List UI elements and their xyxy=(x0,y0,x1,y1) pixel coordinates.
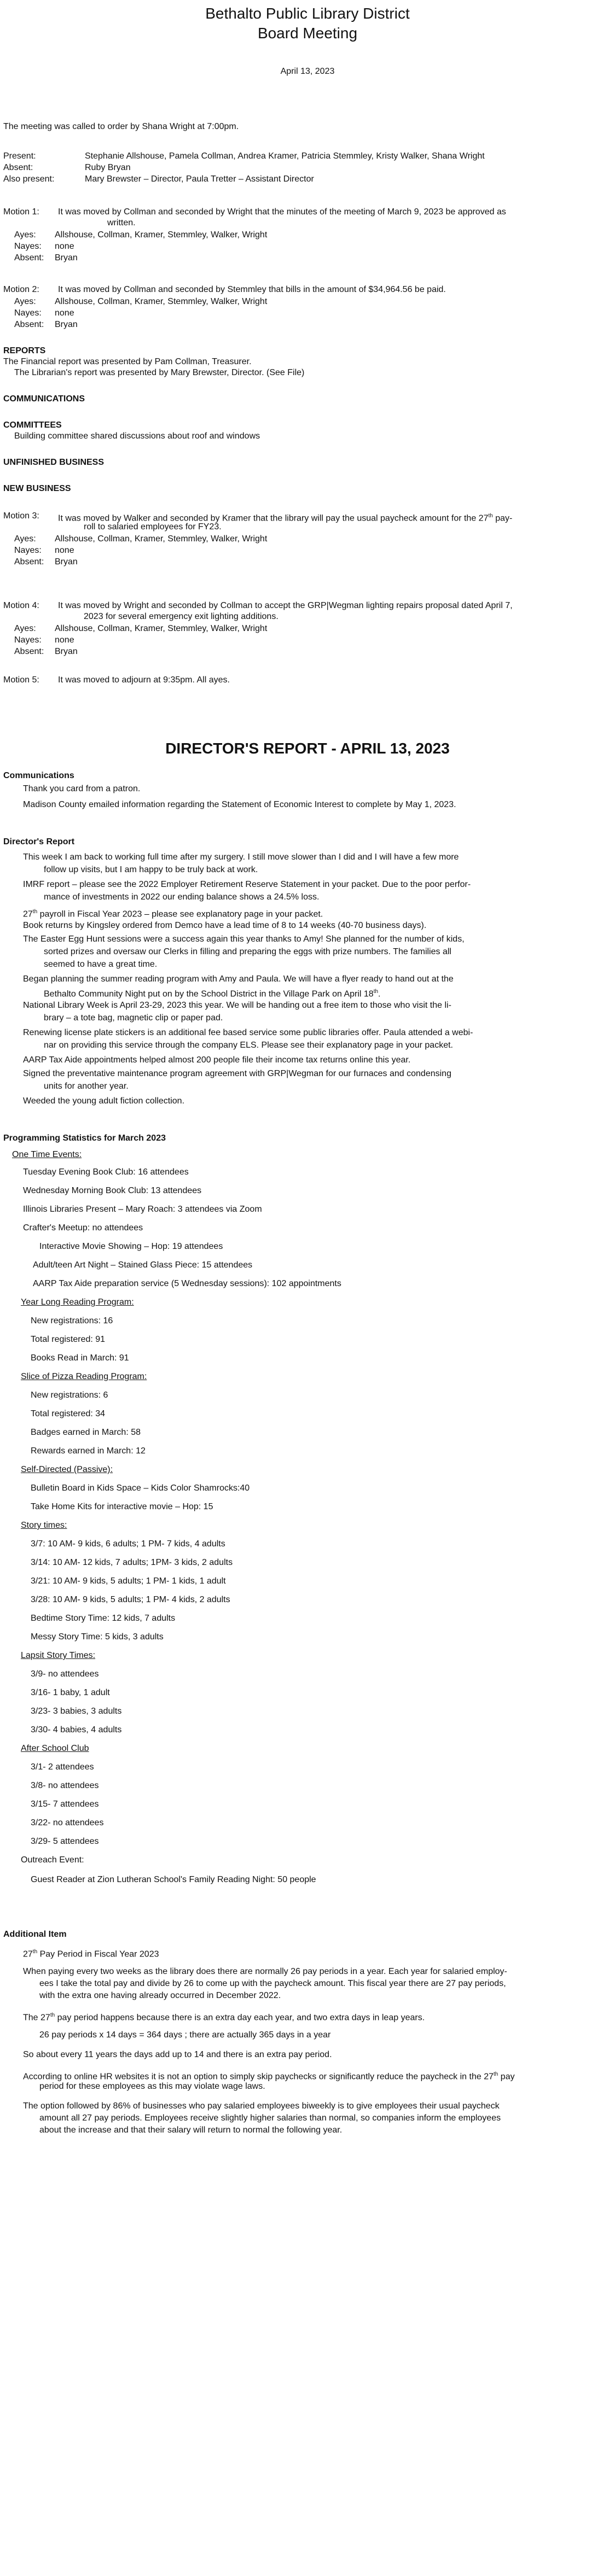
pizza-heading: Slice of Pizza Reading Program: xyxy=(21,1372,147,1381)
dr-report-heading: Director's Report xyxy=(3,837,75,846)
dr-item-4: Book returns by Kingsley ordered from Demco have a lead time of 8 to 14 weeks (40-70 business days). xyxy=(23,921,427,930)
motion-4-ayes-label: Ayes: xyxy=(14,624,36,633)
reports-librarian: The Librarian's report was presented by Mary Brewster, Director. (See File) xyxy=(14,368,305,377)
dr-item-1-cont: follow up visits, but I am happy to be truly back at work. xyxy=(44,865,258,874)
after-school-item: 3/8- no attendees xyxy=(31,1781,99,1790)
year-long-item: New registrations: 16 xyxy=(31,1316,113,1325)
motion-1-absent-label: Absent: xyxy=(14,253,44,262)
dr-comm-2: Madison County emailed information regarding the Statement of Economic Interest to complete by May 1, 2023. xyxy=(23,800,456,809)
motion-1-text: It was moved by Collman and seconded by Wright that the minutes of the meeting of March 9, 2023 be approved as xyxy=(58,207,506,217)
outreach-item: Guest Reader at Zion Lutheran School's Family Reading Night: 50 people xyxy=(31,1875,316,1884)
new-business-heading: NEW BUSINESS xyxy=(3,484,71,493)
self-directed-item: Bulletin Board in Kids Space – Kids Color Shamrocks:40 xyxy=(31,1483,250,1493)
one-time-item: Illinois Libraries Present – Mary Roach: 3 attendees via Zoom xyxy=(23,1205,262,1214)
one-time-item: AARP Tax Aide preparation service (5 Wednesday sessions): 102 appointments xyxy=(33,1279,341,1288)
org-title: Bethalto Public Library District xyxy=(205,5,410,22)
additional-heading: Additional Item xyxy=(3,1930,67,1939)
pizza-item: Rewards earned in March: 12 xyxy=(31,1446,146,1456)
outreach-heading: Outreach Event: xyxy=(21,1855,84,1865)
story-time-item: Messy Story Time: 5 kids, 3 adults xyxy=(31,1632,164,1642)
after-school-item: 3/15- 7 attendees xyxy=(31,1800,99,1809)
motion-4-absent-label: Absent: xyxy=(14,647,44,656)
dr-item-5-cont2: seemed to have a great time. xyxy=(44,960,158,969)
motion-3-ayes: Allshouse, Collman, Kramer, Stemmley, Walker, Wright xyxy=(55,534,268,544)
lapsit-item: 3/30- 4 babies, 4 adults xyxy=(31,1725,122,1734)
after-school-item: 3/1- 2 attendees xyxy=(31,1762,94,1772)
additional-p1: When paying every two weeks as the library does there are normally 26 pay periods in a year. Each year for salaried employ- xyxy=(23,1967,507,1976)
dr-item-7-cont: brary – a tote bag, magnetic clip or paper pad. xyxy=(44,1013,223,1023)
after-school-heading: After School Club xyxy=(21,1744,89,1753)
lapsit-item: 3/16- 1 baby, 1 adult xyxy=(31,1688,110,1697)
motion-1-absent: Bryan xyxy=(55,253,78,262)
committees-heading: COMMITTEES xyxy=(3,420,62,430)
programming-heading: Programming Statistics for March 2023 xyxy=(3,1134,166,1143)
dr-item-2: IMRF report – please see the 2022 Employer Retirement Reserve Statement in your packet. Due to the poor perfor- xyxy=(23,880,471,889)
meeting-title: Board Meeting xyxy=(257,25,358,42)
year-long-item: Total registered: 91 xyxy=(31,1335,106,1344)
after-school-item: 3/29- 5 attendees xyxy=(31,1837,99,1846)
motion-1-nayes: none xyxy=(55,242,74,251)
motion-3-text: It was moved by Walker and seconded by Kramer that the library will pay the usual paycheck amount for the 27th pay- xyxy=(58,513,513,523)
motion-3-nayes: none xyxy=(55,546,74,555)
lapsit-item: 3/9- no attendees xyxy=(31,1669,99,1679)
one-time-heading: One Time Events: xyxy=(12,1150,82,1159)
dr-item-7: National Library Week is April 23-29, 2023 this year. We will be handing out a free item to those who visit the li- xyxy=(23,1001,451,1010)
self-directed-item: Take Home Kits for interactive movie – Hop: 15 xyxy=(31,1502,213,1511)
one-time-item: Interactive Movie Showing – Hop: 19 attendees xyxy=(39,1242,223,1251)
after-school-item: 3/22- no attendees xyxy=(31,1818,104,1827)
motion-4-absent: Bryan xyxy=(55,647,78,656)
motion-2-label: Motion 2: xyxy=(3,285,39,294)
motion-2-absent-label: Absent: xyxy=(14,320,44,329)
present-list: Stephanie Allshouse, Pamela Collman, Andrea Kramer, Patricia Stemmley, Kristy Walker, Shana Wright xyxy=(85,151,485,161)
dr-item-6-cont: Bethalto Community Night put on by the School District in the Village Park on April 18th. xyxy=(44,989,381,999)
dr-item-6: Began planning the summer reading program with Amy and Paula. We will have a flyer ready to hand out at the xyxy=(23,974,454,984)
additional-p6-cont2: about the increase and that their salary will return to normal the following year. xyxy=(39,2125,343,2135)
story-times-heading: Story times: xyxy=(21,1521,67,1530)
motion-3-absent-label: Absent: xyxy=(14,557,44,566)
pizza-item: Badges earned in March: 58 xyxy=(31,1428,141,1437)
dr-comm-1: Thank you card from a patron. xyxy=(23,784,141,793)
unfinished-business-heading: UNFINISHED BUSINESS xyxy=(3,458,105,467)
dr-item-3: 27th payroll in Fiscal Year 2023 – please see explanatory page in your packet. xyxy=(23,909,323,919)
committees-building: Building committee shared discussions about roof and windows xyxy=(14,431,260,441)
motion-3-label: Motion 3: xyxy=(3,511,39,521)
pizza-item: New registrations: 6 xyxy=(31,1391,108,1400)
dr-item-1: This week I am back to working full time after my surgery. I still move slower than I did and I will have a few more xyxy=(23,852,459,862)
motion-1-ayes: Allshouse, Collman, Kramer, Stemmley, Walker, Wright xyxy=(55,230,268,240)
present-label: Present: xyxy=(3,151,36,161)
motion-3-absent: Bryan xyxy=(55,557,78,566)
story-time-item: 3/14: 10 AM- 12 kids, 7 adults; 1PM- 3 kids, 2 adults xyxy=(31,1558,233,1567)
motion-5-label: Motion 5: xyxy=(3,675,39,685)
motion-2-ayes: Allshouse, Collman, Kramer, Stemmley, Walker, Wright xyxy=(55,297,268,306)
motion-2-absent: Bryan xyxy=(55,320,78,329)
motion-3-text-cont: roll to salaried employees for FY23. xyxy=(84,522,222,531)
motion-4-text: It was moved by Wright and seconded by Collman to accept the GRP|Wegman lighting repairs proposal dated April 7, xyxy=(58,601,513,610)
dr-item-9: AARP Tax Aide appointments helped almost 200 people file their income tax returns online this year. xyxy=(23,1055,411,1065)
motion-1-text-cont: written. xyxy=(107,218,136,227)
motion-4-nayes-label: Nayes: xyxy=(14,635,42,645)
story-time-item: 3/7: 10 AM- 9 kids, 6 adults; 1 PM- 7 kids, 4 adults xyxy=(31,1539,225,1549)
reports-heading: REPORTS xyxy=(3,346,46,355)
dr-communications-heading: Communications xyxy=(3,771,74,780)
motion-4-text-cont: 2023 for several emergency exit lighting additions. xyxy=(84,612,279,621)
lapsit-item: 3/23- 3 babies, 3 adults xyxy=(31,1707,122,1716)
dr-item-5-cont: sorted prizes and oversaw our Clerks in filling and preparing the eggs with prize numbers. The families all xyxy=(44,947,451,956)
dr-item-5: The Easter Egg Hunt sessions were a success again this year thanks to Amy! She planned for the number of kids, xyxy=(23,934,465,944)
additional-p2: The 27th pay period happens because there is an extra day each year, and two extra days in leap years. xyxy=(23,2012,425,2023)
year-long-heading: Year Long Reading Program: xyxy=(21,1298,134,1307)
motion-5-text: It was moved to adjourn at 9:35pm. All ayes. xyxy=(58,675,230,685)
additional-p4: So about every 11 years the days add up to 14 and there is an extra pay period. xyxy=(23,2050,332,2059)
additional-p1-cont: ees I take the total pay and divide by 26 to come up with the paycheck amount. This fiscal year there are 27 pay periods, xyxy=(39,1979,506,1988)
motion-3-ayes-label: Ayes: xyxy=(14,534,36,544)
additional-p5-cont: period for these employees as this may violate wage laws. xyxy=(39,2082,265,2091)
absent-label: Absent: xyxy=(3,163,33,172)
year-long-item: Books Read in March: 91 xyxy=(31,1353,129,1363)
additional-p1-cont2: with the extra one having already occurred in December 2022. xyxy=(39,1991,281,2000)
motion-1-nayes-label: Nayes: xyxy=(14,242,42,251)
one-time-item: Crafter's Meetup: no attendees xyxy=(23,1223,143,1232)
directors-report-title: DIRECTOR'S REPORT - APRIL 13, 2023 xyxy=(165,740,450,757)
dr-item-8-cont: nar on providing this service through the company ELS. Please see their explanatory page in your packet. xyxy=(44,1041,453,1050)
motion-2-text: It was moved by Collman and seconded by Stemmley that bills in the amount of $34,964.56 be paid. xyxy=(58,285,446,294)
one-time-item: Wednesday Morning Book Club: 13 attendees xyxy=(23,1186,202,1195)
dr-item-2-cont: mance of investments in 2022 our ending balance shows a 24.5% loss. xyxy=(44,892,320,902)
absent-list: Ruby Bryan xyxy=(85,163,131,172)
story-time-item: 3/28: 10 AM- 9 kids, 5 adults; 1 PM- 4 kids, 2 adults xyxy=(31,1595,230,1604)
communications-heading: COMMUNICATIONS xyxy=(3,394,85,404)
motion-4-ayes: Allshouse, Collman, Kramer, Stemmley, Walker, Wright xyxy=(55,624,268,633)
motion-3-nayes-label: Nayes: xyxy=(14,546,42,555)
lapsit-heading: Lapsit Story Times: xyxy=(21,1651,96,1660)
story-time-item: 3/21: 10 AM- 9 kids, 5 adults; 1 PM- 1 kids, 1 adult xyxy=(31,1576,226,1586)
dr-item-10-cont: units for another year. xyxy=(44,1082,129,1091)
motion-4-nayes: none xyxy=(55,635,74,645)
dr-item-10: Signed the preventative maintenance program agreement with GRP|Wegman for our furnaces and condensing xyxy=(23,1069,451,1078)
also-present-list: Mary Brewster – Director, Paula Tretter – Assistant Director xyxy=(85,174,314,184)
additional-p5: According to online HR websites it is not an option to simply skip paychecks or significantly reduce the paycheck in the 27th pay xyxy=(23,2071,515,2082)
reports-financial: The Financial report was presented by Pam Collman, Treasurer. xyxy=(3,357,252,366)
motion-1-label: Motion 1: xyxy=(3,207,39,217)
motion-1-ayes-label: Ayes: xyxy=(14,230,36,240)
motion-2-nayes-label: Nayes: xyxy=(14,308,42,318)
one-time-item: Adult/teen Art Night – Stained Glass Piece: 15 attendees xyxy=(33,1260,253,1270)
additional-p6-cont: amount all 27 pay periods. Employees receive slightly higher salaries than normal, so companies inform the employees xyxy=(39,2113,501,2123)
motion-4-label: Motion 4: xyxy=(3,601,39,610)
additional-p6: The option followed by 86% of businesses who pay salaried employees biweekly is to give employees their usual paycheck xyxy=(23,2101,500,2111)
call-to-order: The meeting was called to order by Shana Wright at 7:00pm. xyxy=(3,122,239,131)
dr-item-11: Weeded the young adult fiction collection. xyxy=(23,1096,185,1106)
also-present-label: Also present: xyxy=(3,174,55,184)
self-directed-heading: Self-Directed (Passive): xyxy=(21,1465,113,1474)
motion-2-nayes: none xyxy=(55,308,74,318)
additional-p3: 26 pay periods x 14 days = 364 days ; there are actually 365 days in a year xyxy=(39,2030,331,2040)
story-time-item: Bedtime Story Time: 12 kids, 7 adults xyxy=(31,1614,176,1623)
pizza-item: Total registered: 34 xyxy=(31,1409,106,1418)
one-time-item: Tuesday Evening Book Club: 16 attendees xyxy=(23,1167,189,1177)
meeting-date: April 13, 2023 xyxy=(280,67,335,76)
motion-2-ayes-label: Ayes: xyxy=(14,297,36,306)
dr-item-8: Renewing license plate stickers is an additional fee based service some public libraries offer. Paula attended a webi- xyxy=(23,1028,473,1037)
additional-subheading: 27th Pay Period in Fiscal Year 2023 xyxy=(23,1949,159,1959)
